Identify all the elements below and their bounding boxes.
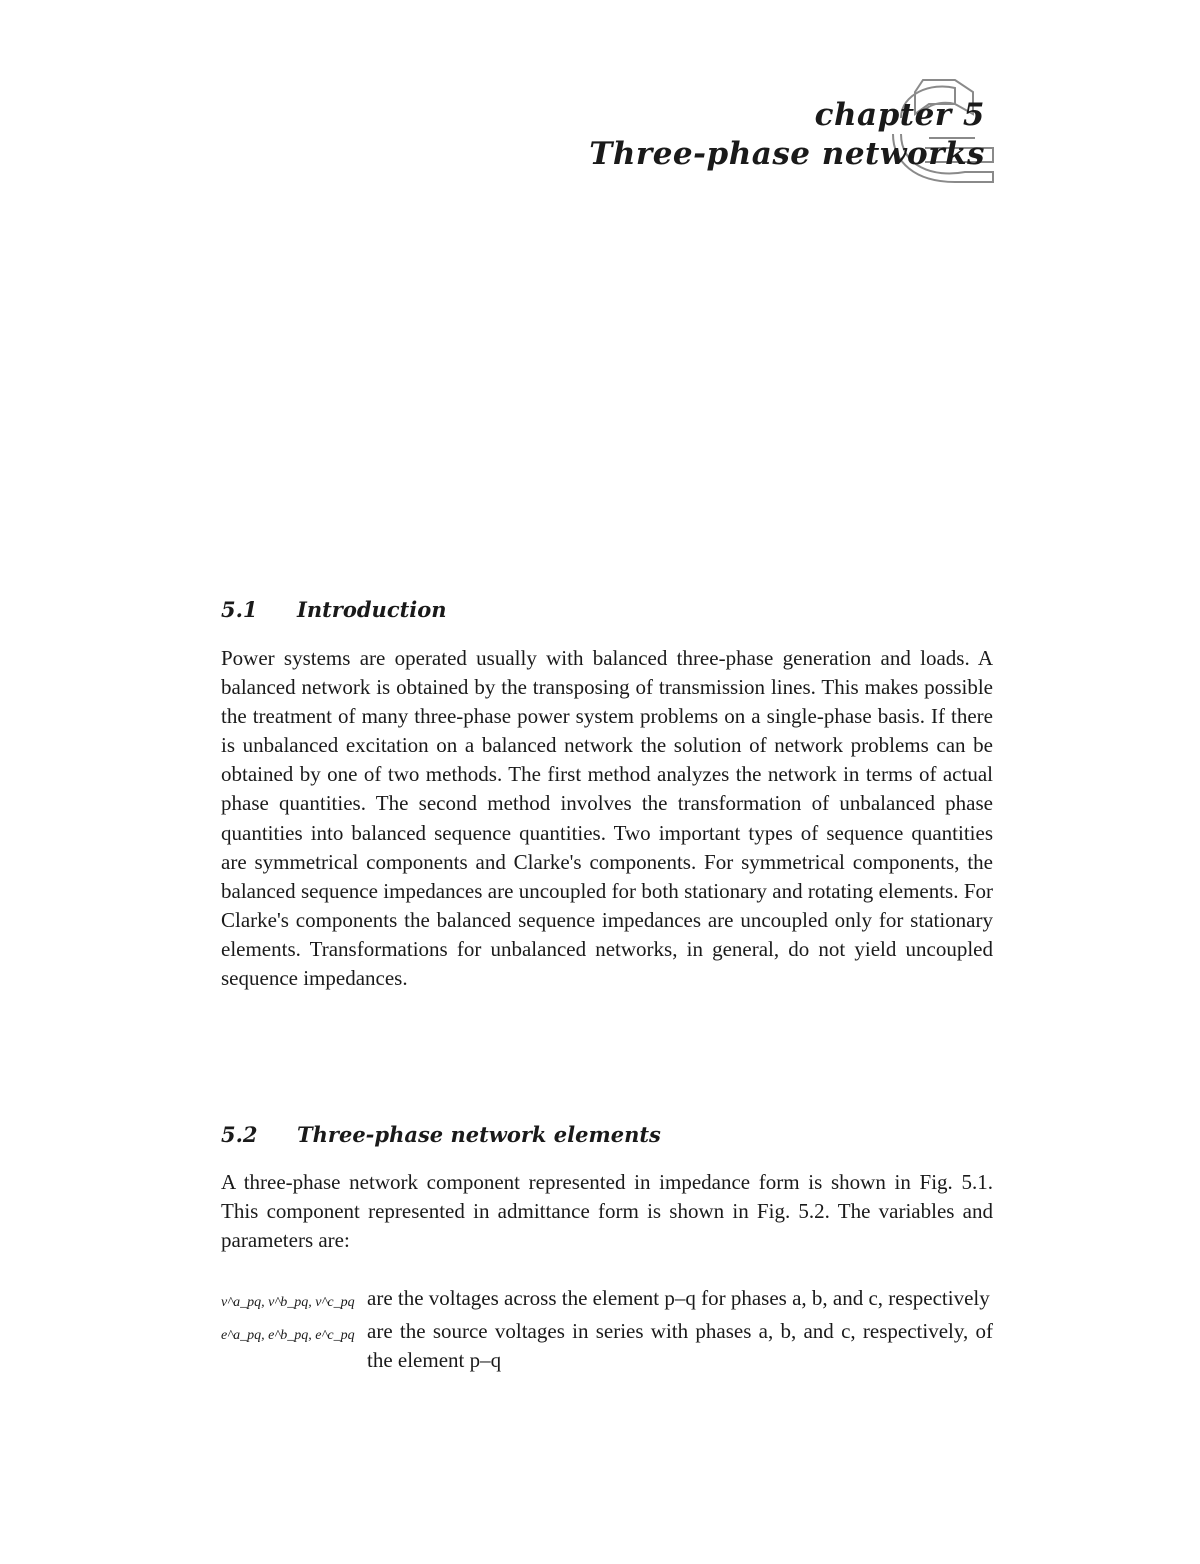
chapter-title: Three-phase networks (589, 136, 985, 172)
definition-row (221, 1284, 993, 1317)
section-heading-5-2 (221, 1121, 661, 1149)
section-number: 5.1 (221, 597, 258, 622)
chapter-label: chapter 5 (814, 97, 985, 133)
section-number: 5.2 (221, 1122, 258, 1147)
chapter-heading (589, 96, 985, 174)
paragraph-network-elements: A three-phase network component represented in impedance form is shown in Fig. 5.1. This component represented in admittance form is shown in Fig. 5.2. The variables and parameters are: (221, 1170, 993, 1253)
definition-text: are the voltages across the element p–q for phases a, b, and c, respectively (367, 1286, 990, 1310)
section-title: Introduction (297, 597, 447, 622)
definition-row (221, 1317, 993, 1375)
paragraph-introduction: Power systems are operated usually with balanced three-phase generation and loads. A balanced network is obtained by the transposing of transmission lines. This makes possible the treatment of many three-phase power system problems on a single-phase basis. If there is unbalanced excitation on a balanced network the solution of network problems can be obtained by one of two methods. The first method analyzes the network in terms of actual phase quantities. The second method involves the transformation of unbalanced phase quantities into balanced sequence quantities. Two important types of sequence quantities are symmetrical components and Clarke's components. For symmetrical components, the balanced sequence impedances are uncoupled for both stationary and rotating elements. For Clarke's components the balanced sequence impedances are uncoupled only for stationary elements. Transformations for unbalanced networks, in general, do not yield uncoupled sequence impedances. (221, 646, 993, 991)
definition-symbol: e^a_pq, e^b_pq, e^c_pq (221, 1328, 355, 1343)
section-heading-5-1 (221, 596, 447, 624)
definition-symbol: v^a_pq, v^b_pq, v^c_pq (221, 1295, 355, 1310)
definition-text: are the source voltages in series with phases a, b, and c, respectively, of the element p–q (367, 1319, 993, 1372)
definition-list (221, 1284, 993, 1375)
section-title: Three-phase network elements (297, 1122, 661, 1147)
